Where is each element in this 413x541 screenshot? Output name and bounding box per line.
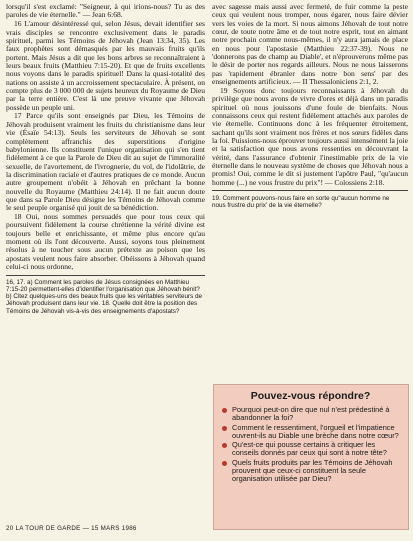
bullet-icon	[222, 461, 227, 466]
review-question	[222, 406, 399, 423]
review-question-text: Pourquoi peut-on dire que nul n'est prédestiné à abandonner la foi?	[232, 405, 390, 423]
bullet-icon	[222, 426, 227, 431]
study-questions-16-18: 16, 17. a) Comment les paroles de Jésus consignées en Matthieu 7:15-20 permettent-elles d'identifier l'organisation que Jéhovah bénit? b) Citez quelques-uns des beaux fruits que les véritables serviteurs de Jéhovah produisent dans leur vie. 18. Quelle doit être la position des Témoins de Jéhovah vis-à-vis des enseignements d'apostats?	[6, 278, 203, 315]
question-divider	[6, 275, 205, 276]
review-box-title: Pouvez-vous répondre?	[250, 390, 371, 402]
review-question-text: Comment le ressentiment, l'orgueil et l'impatience ouvrent-ils au Diable une brèche dans notre cœur?	[232, 422, 399, 440]
left-column	[6, 3, 205, 511]
paragraph-17: 17 Parce qu'ils sont enseignés par Dieu, les Témoins de Jéhovah produisent vraiment les fruits du christianisme dans leur vie (Ésaïe 54:13). Seuls les serviteurs de Jéhovah se sont complètement affranchis des superstitions d'origine babylonienne. Ils constituent l'unique organisation qui s'en tient fidèlement à ce que la Parole de Dieu dit au sujet de l'immoralité sexuelle, de l'avortement, de l'ivrognerie, du vol, de l'idolâtrie, de la discrimination raciale et d'autres pratiques de ce monde. Aucun autre groupement n'obéit à Jéhovah en prêchant la bonne nouvelle du Royaume (Matthieu 24:14). Il ne fait aucun doute que dans sa Parole Dieu désigne les Témoins de Jéhovah comme le seul peuple organisé qui jouit de sa bénédiction.	[6, 111, 205, 213]
paragraph-19: 19 Soyons donc toujours reconnaissants à Jéhovah du privilège que nous avons de vivre d'ores et déjà dans un paradis spirituel où nous jouissons d'une foule de bienfaits. Nous connaissons ceux qui restent fidèlement attachés aux paroles de vie éternelle. Continuons donc à les fréquenter étroitement, sachant qu'ils sont vraiment nos frères et nos sœurs fidèles dans la foi. Puissions-nous éprouver toujours aussi intensément la joie et la satisfaction que nous avons ressenties en découvrant la vérité, dans l'assurance d'obtenir l'inestimable prix de la vie éternelle dans le nouveau système de choses que Jéhovah nous a promis! Oui, comme le dit si justement l'apôtre Paul, "qu'aucun homme (...) ne vous frustre du prix"! — Colossiens 2:18.	[212, 85, 408, 187]
bullet-icon	[222, 408, 227, 413]
review-question-text: Qu'est-ce qui pousse certains à critiquer les conseils donnés par ceux qui sont à notre tête?	[232, 440, 387, 458]
question-divider-right	[212, 190, 408, 191]
review-question	[222, 441, 399, 458]
review-questions-list	[222, 406, 399, 484]
review-question-text: Quels fruits produits par les Témoins de Jéhovah prouvent que ceux-ci constituent la seule organisation utilisée par Dieu?	[232, 457, 393, 484]
bullet-icon	[222, 443, 227, 448]
paragraph-intro: lorsqu'il s'est exclamé: "Seigneur, à qui irions-nous? Tu as des paroles de vie éternelle." — Jean 6:68.	[6, 3, 205, 20]
paragraph-continued: avec sagesse mais aussi avec fermeté, de fuir comme la peste ceux qui veulent nous tromper, nous égarer, nous faire dévier vers les voies de la mort. Si nous aimons Jéhovah de tout notre cœur, de toute notre âme et de tout notre esprit, tout en aimant notre prochain comme nous-mêmes, il n'y aura jamais de place en nous pour l'apostasie (Matthieu 22:37-39). Nous ne 'donnerons pas de champ au Diable', et n'éprouverons même pas le désir de porter nos regards ailleurs. Nous ne nous laisserons pas 'rapidement ébranler dans notre bon sens' par des enseignements artificieux. — II Thessaloniciens 2:1, 2.	[212, 3, 408, 87]
review-question	[222, 459, 399, 484]
review-question	[222, 424, 399, 441]
study-question-19: 19. Comment pouvons-nous faire en sorte qu''aucun homme ne nous frustre du prix' de la vie éternelle?	[212, 195, 390, 210]
review-box	[213, 384, 409, 530]
page-footer: 20 LA TOUR DE GARDE — 15 MARS 1986	[6, 525, 137, 532]
paragraph-18: 18 Oui, nous sommes persuadés que pour tous ceux qui poursuivent fidèlement la course chrétienne la vérité divine est toujours belle et enrichissante, et même plus encore qu'au moment où ils l'ont découverte. Aussi, soyons tous pleinement résolus à ne toucher sous aucun prétexte au poison que les apostats veulent nous faire absorber. Obéissons à Jéhovah quand celui-ci nous ordonne,	[6, 212, 205, 272]
paragraph-16: 16 L'amour désintéressé qui, selon Jésus, devait identifier ses vrais disciples se rencontre exclusivement dans le paradis spirituel, parmi les Témoins de Jéhovah (Jean 13:34, 35). Les faux prophètes sont démasqués par les mauvais fruits qu'ils portent. Mais Jésus a dit que les bons arbres se reconnaîtraient à leurs beaux fruits (Matthieu 7:15-20). Et que de fruits excellents nous voyons dans le paradis spirituel! Dans la quasi-totalité des nations on assiste à un accroissement spectaculaire. À présent, on compte plus de 3 000 000 de sujets heureux du Royaume de Dieu par la terre entière. C'est là une preuve vivante que Jéhovah possède un peuple uni.	[6, 19, 205, 112]
